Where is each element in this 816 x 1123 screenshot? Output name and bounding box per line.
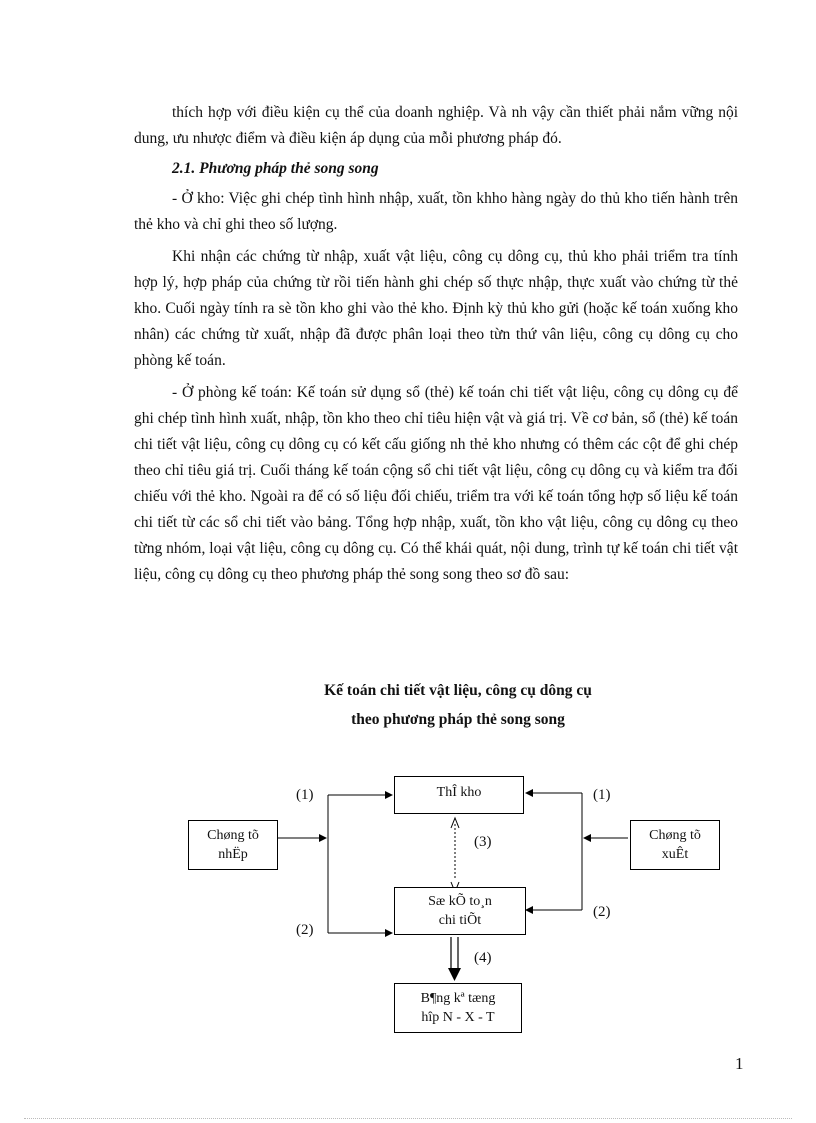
- receipt-box-line2: nhËp: [218, 847, 248, 862]
- diagram-title-line1: Kế toán chi tiết vật liệu, công cụ dông cụ: [324, 682, 592, 699]
- stock-card-box: [394, 776, 524, 814]
- detail-ledger-box: [394, 887, 526, 935]
- ledger-box-line1: Sæ kÕ to¸n: [428, 894, 492, 909]
- label-1-right: (1): [593, 787, 611, 803]
- label-4: (4): [474, 950, 492, 966]
- ledger-box-line2: chi tiÕt: [438, 913, 482, 928]
- diagram-title-line2: theo phương pháp thẻ song song: [351, 711, 565, 728]
- issue-voucher-box: [630, 820, 720, 870]
- bottom-rule: [24, 1118, 792, 1119]
- paragraph-receipt-procedure: Khi nhận các chứng từ nhập, xuất vật liệu, công cụ dông cụ, thủ kho phải triểm tra tính hợp lý, hợp pháp của chứng từ rồi tiến hành ghi chép số thực nhập, thực xuất vào chứng từ thẻ kho. Cuối ngày tính ra sè tồn kho ghi vào thẻ kho. Định kỳ thủ kho gửi (hoặc kế toán xuống kho nhân) các chứng từ xuất, nhập đã được phân loại theo từn thứ vân liệu, công cụ dông cụ cho phòng kế toán.: [134, 248, 738, 369]
- summary-box-line1: B¶ng kª tæng: [420, 991, 496, 1006]
- stock-card-label: ThÎ kho: [436, 785, 482, 800]
- reconcile-arrow-up: [451, 818, 459, 828]
- issue-box-line2: xuÊt: [661, 847, 689, 862]
- summary-table-box: [394, 983, 522, 1033]
- label-2-left: (2): [296, 922, 314, 938]
- summary-arrow-head: [448, 968, 461, 981]
- label-1-left: (1): [296, 787, 314, 803]
- receipt-box-line1: Chøng tõ: [207, 828, 259, 843]
- paragraph-warehouse: - Ở kho: Việc ghi chép tình hình nhập, xuất, tồn khho hàng ngày do thủ kho tiến hành trên thẻ kho và chỉ ghi theo số lượng.: [134, 190, 738, 233]
- summary-box-line2: hîp N - X - T: [421, 1010, 495, 1025]
- receipt-voucher-box: [188, 820, 278, 870]
- label-2-right: (2): [593, 904, 611, 920]
- page-number: 1: [735, 1054, 744, 1073]
- paragraph-accounting-dept: - Ở phòng kế toán: Kế toán sử dụng sổ (thẻ) kế toán chi tiết vật liệu, công cụ dông cụ để ghi chép tình hình xuất, nhập, tồn kho theo chỉ tiêu hiện vật và giá trị. Về cơ bản, sổ (thẻ) kế toán chi tiết vật liệu, công cụ dông cụ có kết cấu giống nh thẻ kho nhưng có thêm các cột để ghi chép theo chỉ tiêu giá trị. Cuối tháng kế toán cộng sổ chi tiết vật liệu, công cụ dông cụ và kiểm tra đối chiếu với thẻ kho. Ngoài ra để có số liệu đối chiếu, triểm tra với kế toán tổng hợp số liệu kế toán chi tiết từ các sổ chi tiết vào bảng. Tổng hợp nhập, xuất, tồn kho vật liệu, công cụ dông cụ theo từng nhóm, loại vật liệu, công cụ dông cụ. Có thể khái quát, nội dung, trình tự kế toán chi tiết vật liệu, công cụ dông cụ theo phương pháp thẻ song song theo sơ đồ sau:: [134, 384, 738, 583]
- paragraph-intro: thích hợp với điều kiện cụ thể của doanh nghiệp. Và nh vậy cần thiết phải nắm vững nội dung, ưu nhược điểm và điều kiện áp dụng của mỗi phương pháp đó.: [134, 104, 738, 147]
- issue-box-line1: Chøng tõ: [649, 828, 701, 843]
- section-heading: 2.1. Phương pháp thẻ song song: [172, 160, 379, 177]
- label-3: (3): [474, 834, 492, 850]
